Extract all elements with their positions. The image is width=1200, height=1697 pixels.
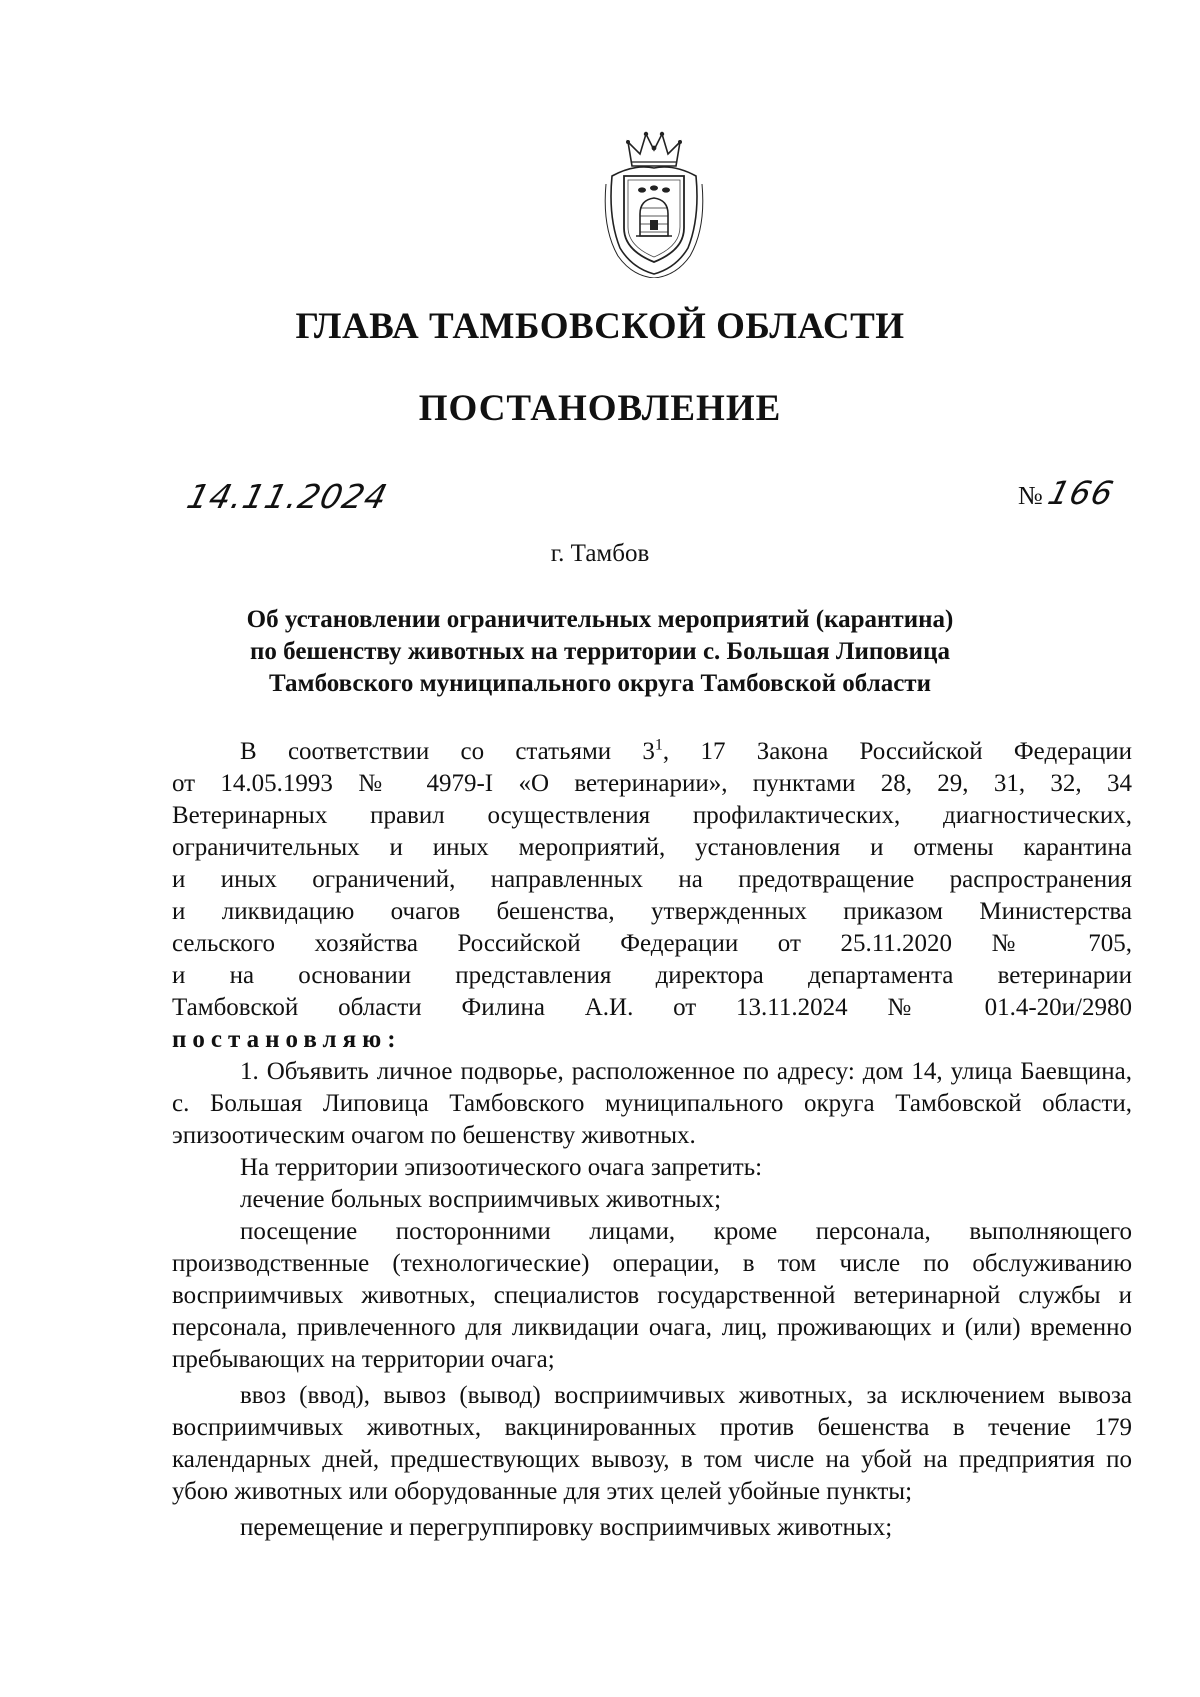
preamble-line: Тамбовской области Филина А.И. от 13.11.2024 № 01.4-20и/2980 [172,994,1132,1021]
prohibition-regrouping: перемещение и перегруппировку восприимчивых животных; [240,1514,893,1541]
city: г. Тамбов [550,540,650,567]
document-type-title: ПОСТАНОВЛЕНИЕ [418,388,782,429]
preamble-line: от 14.05.1993 № 4979-I «О ветеринарии», пунктами 28, 29, 31, 32, 34 [172,770,1132,797]
org-title: ГЛАВА ТАМБОВСКОЙ ОБЛАСТИ [295,306,905,347]
subject-line: по бешенству животных на территории с. Большая Липовица [250,638,950,665]
preamble-line: сельского хозяйства Российской Федерации от 25.11.2020 № 705, [172,930,1132,957]
document-subject [120,604,1080,700]
preamble-line: Ветеринарных правил осуществления профилактических, диагностических, [172,802,1132,829]
preamble-line: и иных ограничений, направленных на предотвращение распространения [172,866,1132,893]
preamble [172,736,1132,1056]
subject-line: Тамбовского муниципального округа Тамбовской области [268,670,931,697]
item-1: 1. Объявить личное подворье, расположенное по адресу: дом 14, улица Баевщина, с. Большая Липовица Тамбовского муниципального округа Тамбовской области, эпизоотическим очагом по бешенству животных. [172,1058,1132,1149]
prohibition-visits: посещение посторонними лицами, кроме персонала, выполняющего производственные (технологические) операции, в том числе по обслуживанию восприимчивых животных, специалистов государственной ветеринарной службы и персонала, привлеченного для ликвидации очага, лиц, проживающих и (или) временно пребывающих на территории очага; [172,1218,1132,1373]
decree-word: постановляю: [172,1026,402,1053]
document-number [1018,474,1118,512]
subject-line: Об установлении ограничительных мероприятий (карантина) [246,606,954,633]
tambov-coat-of-arms-icon [602,128,706,278]
prohibition-treatment: лечение больных восприимчивых животных; [240,1186,722,1213]
prohibitions-intro: На территории эпизоотического очага запретить: [240,1154,763,1181]
preamble-line: и ликвидацию очагов бешенства, утвержденных приказом Министерства [172,898,1132,925]
number-value: 166 [1044,474,1118,512]
date-value: 14.11.2024 [183,477,392,516]
document-date [183,477,392,517]
preamble-line: и на основании представления директора департамента ветеринарии [172,962,1132,989]
number-label: № [1018,481,1043,510]
preamble-line: В соответствии со статьями $3^1$, 17 Закона Российской Федерации [240,736,1132,765]
document-body [172,736,1132,1544]
prohibition-transport: ввоз (ввод), вывоз (вывод) восприимчивых животных, за исключением вывоза восприимчивых животных, вакцинированных против бешенства в течение 179 календарных дней, предшествующих вывозу, в том числе на убой на предприятия по убою животных или оборудованные для этих целей убойные пункты; [172,1382,1132,1505]
preamble-line: ограничительных и иных мероприятий, установления и отмены карантина [172,834,1132,861]
